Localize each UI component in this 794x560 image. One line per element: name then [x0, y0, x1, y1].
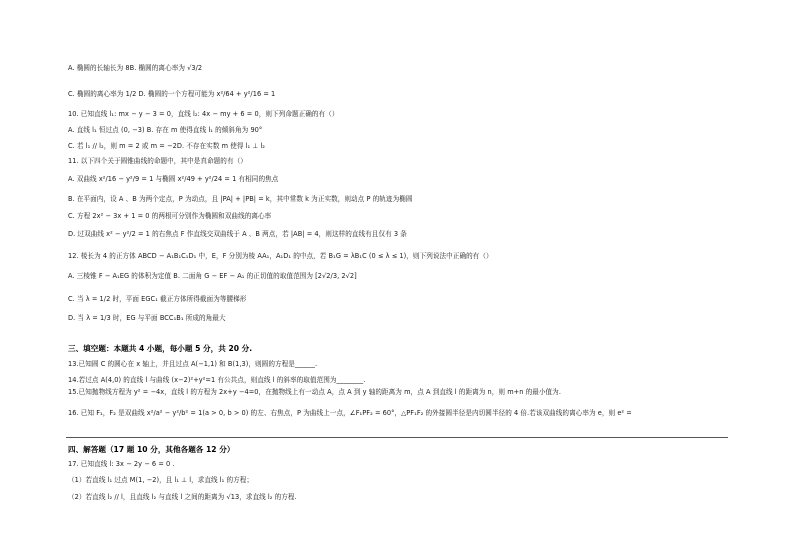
q16: 16. 已知 F₁，F₂ 是双曲线 x²/a² − y²/b² = 1(a > 0, b > 0) 的左、右焦点，P 为曲线上一点，∠F₁PF₂ = 60°，△PF₁F₂ 的外接圆半径是内切圆半径的 4 倍.若该双曲线的离心率为 e，则 e² = — [68, 409, 632, 417]
answer-blank-line — [66, 437, 728, 438]
q10-options-cd: C. 若 l₁ // l₂，则 m = 2 或 m = −2D. 不存在实数 m 使得 l₁ ⊥ l₂ — [68, 142, 265, 150]
q11-option-a: A. 双曲线 x²/16 − y²/9 = 1 与椭圆 x²/49 + y²/24 = 1 有相同的焦点 — [68, 175, 279, 183]
q11-option-b: B. 在平面内，设 A 、B 为两个定点，P 为动点，且 |PA| + |PB| = k，其中常数 k 为正实数，则动点 P 的轨迹为椭圆 — [68, 195, 413, 203]
q15: 15.已知抛物线方程为 y² = −4x，直线 l 的方程为 2x+y −4=0，在抛物线上有一动点 A，点 A 到 y 轴的距离为 m，点 A 到直线 l 的距离为 n，则 m+n 的最小值为. — [68, 388, 561, 396]
q13: 13.已知圆 C 的圆心在 x 轴上，并且过点 A(−1,1) 和 B(1,3)，则圆的方程是______. — [68, 360, 318, 368]
q17-part2: （2）若直线 l₂ // l，且直线 l₂ 与直线 l 之间的距离为 √13，求直线 l₂ 的方程. — [68, 493, 297, 501]
section-answer-heading: 四、解答题（17 题 10 分，其他各题各 12 分） — [68, 445, 235, 454]
q17-part1: （1）若直线 l₁ 过点 M(1, −2)，且 l₁ ⊥ l，求直线 l₁ 的方程； — [68, 476, 254, 484]
section-fill-in-heading: 三、填空题：本题共 4 小题，每小题 5 分，共 20 分. — [68, 344, 253, 353]
q9-options-ab: A. 椭圆的长轴长为 8B. 椭圆的离心率为 √3/2 — [68, 64, 203, 72]
q12-option-d: D. 当 λ = 1/3 时，EG 与平面 BCC₁B₁ 所成的角最大 — [68, 314, 226, 322]
q12-stem: 12. 棱长为 4 的正方体 ABCD − A₁B₁C₁D₁ 中，E，F 分别为棱 AA₁，A₁D₁ 的中点，若 B₁G = λB₁C (0 ≤ λ ≤ 1)，则下列说法中正确的有（） — [68, 252, 493, 260]
q14: 14.若过点 A(4,0) 的直线 l 与曲线 (x−2)²+y²=1 有公共点，则直线 l 的斜率的取值范围为________. — [68, 376, 366, 384]
q12-options-ab: A. 三棱锥 F − A₁EG 的体积为定值 B. 二面角 G − EF − A₁ 的正切值的取值范围为 [2√2/3, 2√2] — [68, 272, 357, 280]
q11-option-d: D. 过双曲线 x² − y²/2 = 1 的右焦点 F 作直线交双曲线于 A 、B 两点，若 |AB| = 4，则这样的直线有且仅有 3 条 — [68, 230, 407, 238]
q10-stem: 10. 已知直线 l₁: mx − y − 3 = 0，直线 l₂: 4x − my + 6 = 0，则下列命题正确的有（） — [68, 110, 339, 118]
q12-option-c: C. 当 λ = 1/2 时，平面 EGC₁ 截正方体所得截面为等腰梯形 — [68, 295, 247, 303]
q11-option-c: C. 方程 2x² − 3x + 1 = 0 的两根可分别作为椭圆和双曲线的离心率 — [68, 212, 272, 220]
q11-stem: 11. 以下四个关于圆锥曲线的命题中，其中是真命题的有（） — [68, 157, 247, 165]
q10-options-ab: A. 直线 l₁ 恒过点 (0, −3) B. 存在 m 使得直线 l₁ 的倾斜角为 90° — [68, 126, 263, 134]
q9-options-cd: C. 椭圆的离心率为 1/2 D. 椭圆的一个方程可能为 x²/64 + y²/16 = 1 — [68, 90, 276, 98]
q17-stem: 17. 已知直线 l: 3x − 2y − 6 = 0 . — [68, 460, 175, 468]
